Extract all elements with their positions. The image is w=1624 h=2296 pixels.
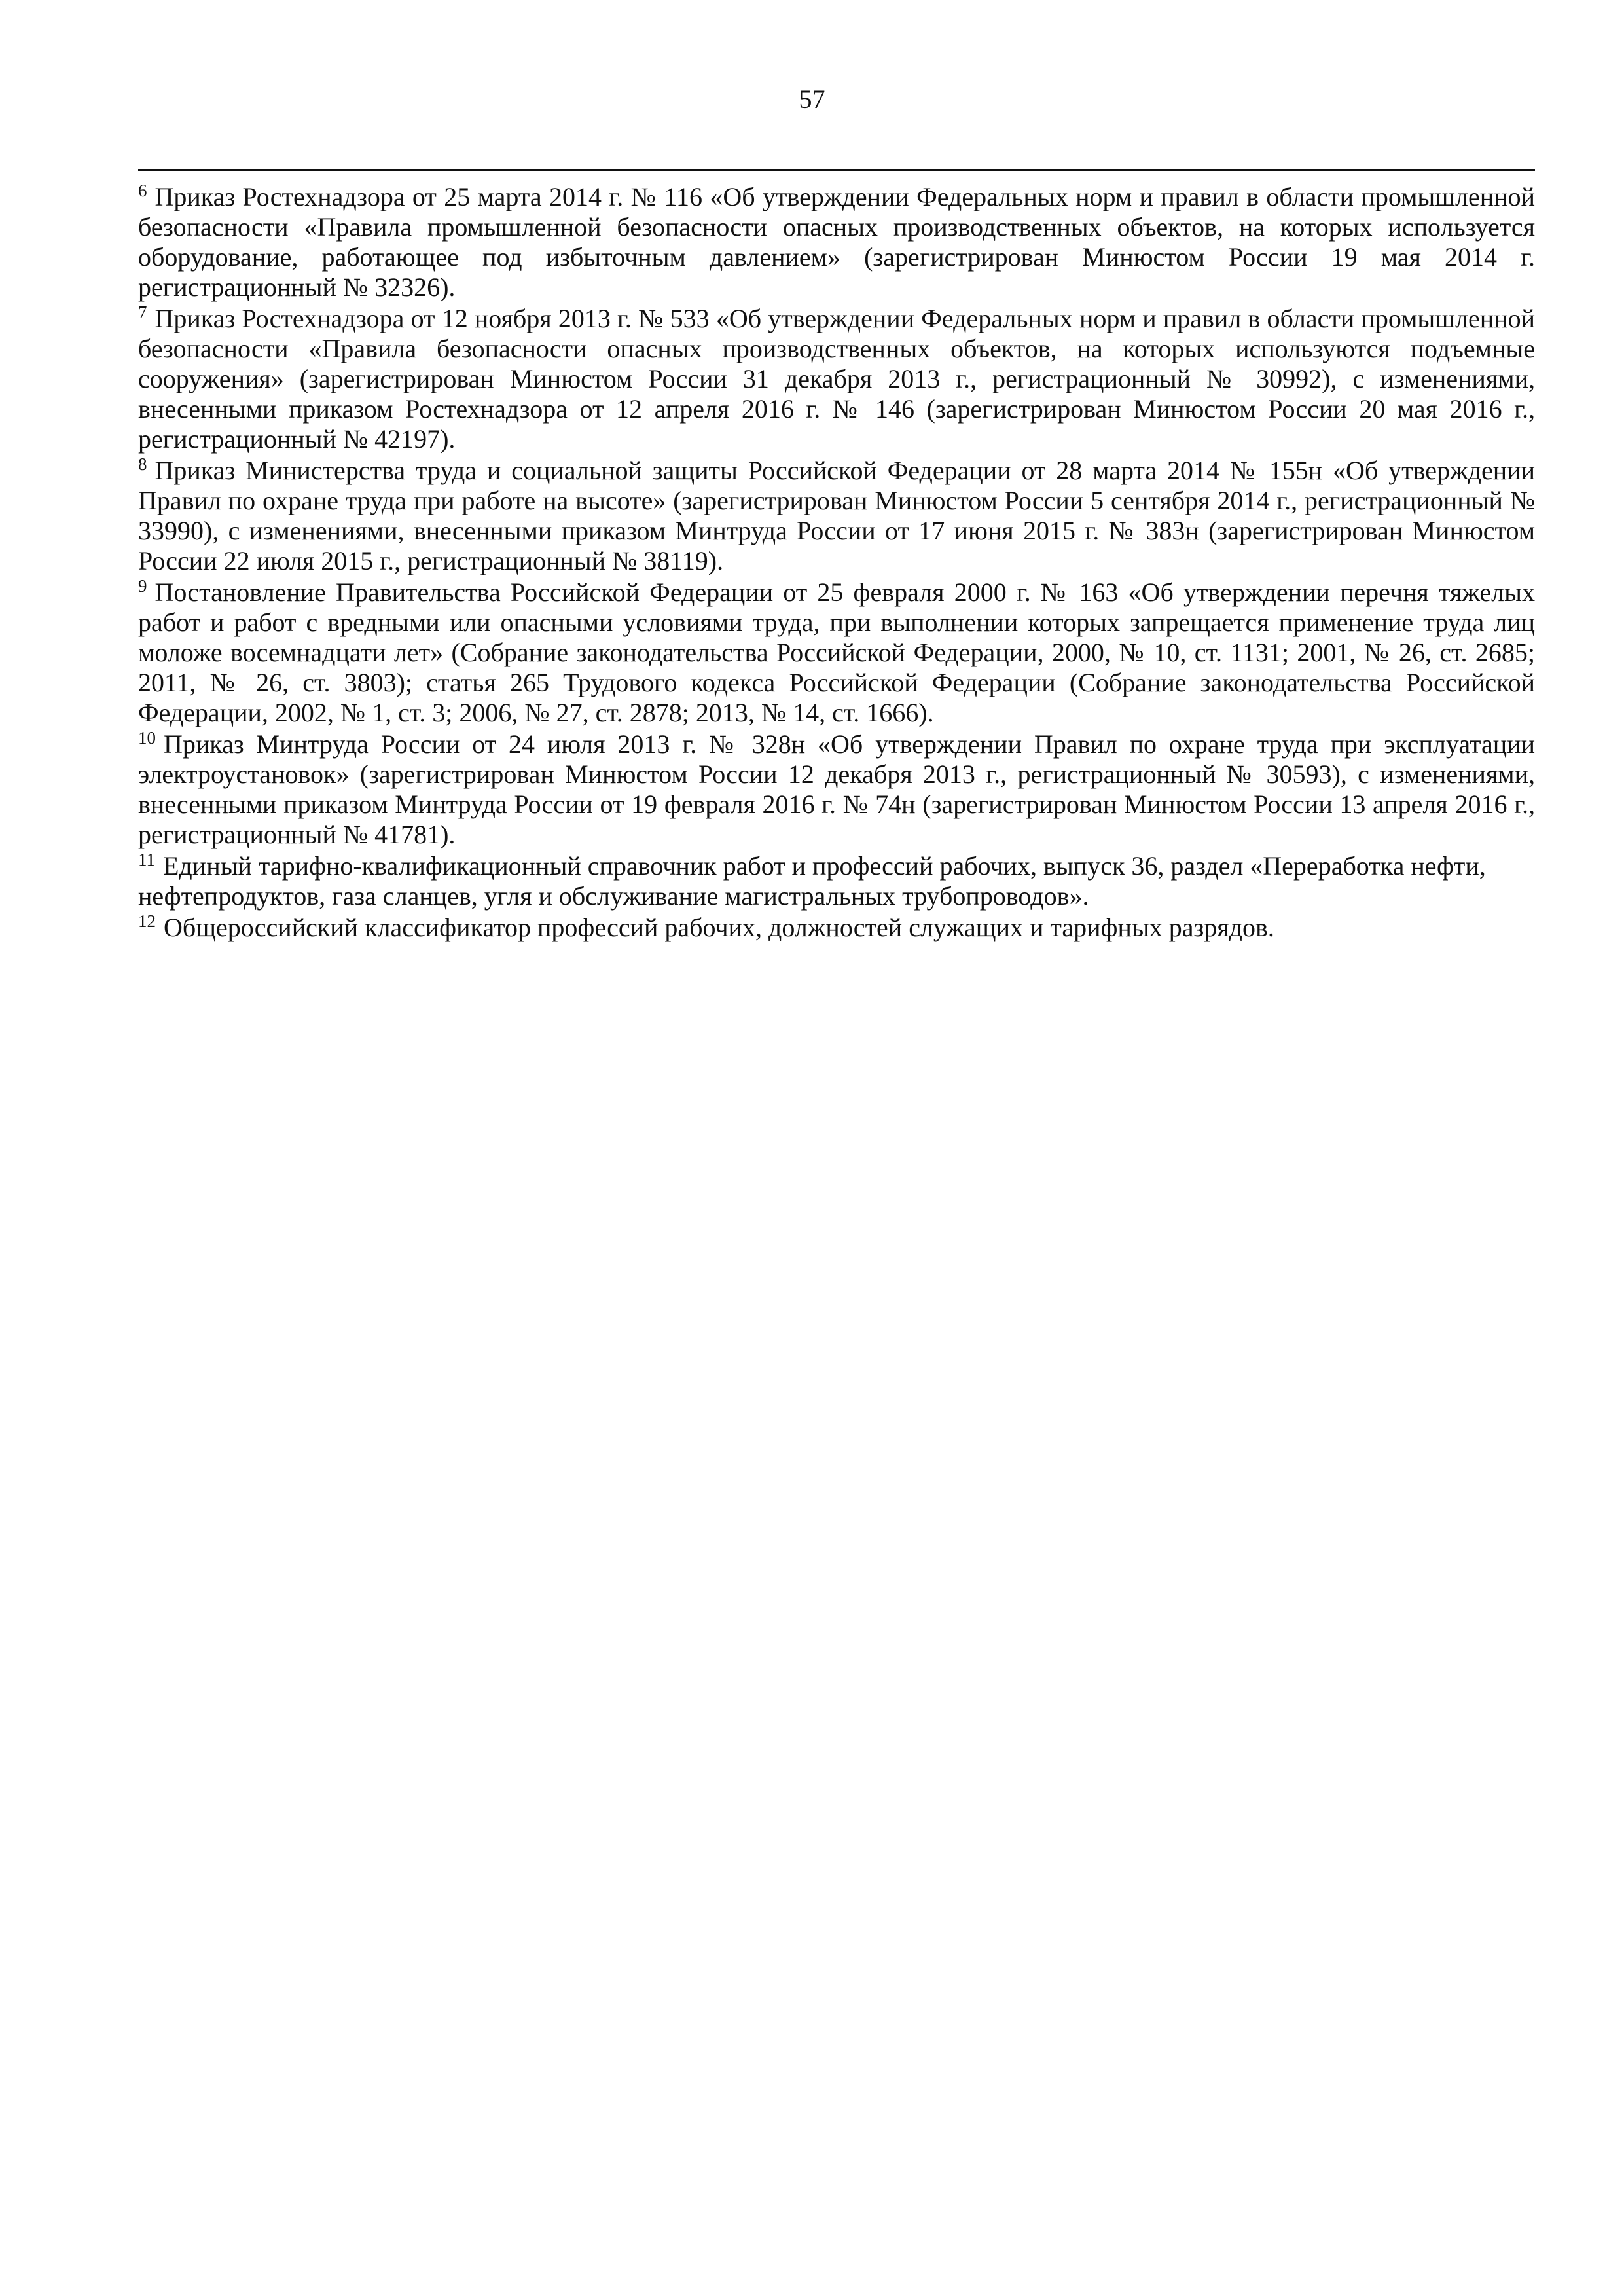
- footnote-6: [138, 182, 1535, 302]
- footnote-separator: [138, 169, 1535, 171]
- footnotes-list: [138, 182, 1535, 944]
- footnote-text: Приказ Ростехнадзора от 25 марта 2014 г. № 116 «Об утверждении Федеральных норм и правил в области промышленной безопасности «Правила промышленной безопасности опасных производственных объектов, на которых используется оборудование, работающее под избыточным давлением» (зарегистрирован Минюстом России 19 мая 2014 г. регистрационный № 32326).: [138, 182, 1535, 302]
- footnote-number: 11: [138, 849, 155, 869]
- footnote-7: [138, 304, 1535, 454]
- footnote-number: 12: [138, 911, 156, 931]
- footnote-number: 8: [138, 454, 147, 474]
- footnote-11: [138, 851, 1535, 911]
- footnote-12: [138, 913, 1535, 943]
- footnote-text: Постановление Правительства Российской Федерации от 25 февраля 2000 г. № 163 «Об утверждении перечня тяжелых работ и работ с вредными или опасными условиями труда, при выполнении которых запрещается применение труда лиц моложе восемнадцати лет» (Собрание законодательства Российской Федерации, 2000, № 10, ст. 1131; 2001, № 26, ст. 2685; 2011, № 26, ст. 3803); статья 265 Трудового кодекса Российской Федерации (Собрание законодательства Российской Федерации, 2002, № 1, ст. 3; 2006, № 27, ст. 2878; 2013, № 14, ст. 1666).: [138, 577, 1535, 727]
- page-number: 57: [799, 84, 825, 114]
- footnote-text: Приказ Ростехнадзора от 12 ноября 2013 г. № 533 «Об утверждении Федеральных норм и правил в области промышленной безопасности «Правила безопасности опасных производственных объектов, на которых используются подъемные сооружения» (зарегистрирован Минюстом России 31 декабря 2013 г., регистрационный № 30992), с изменениями, внесенными приказом Ростехнадзора от 12 апреля 2016 г. № 146 (зарегистрирован Минюстом России 20 мая 2016 г., регистрационный № 42197).: [138, 304, 1535, 454]
- footnote-text: Приказ Министерства труда и социальной защиты Российской Федерации от 28 марта 2014 № 155н «Об утверждении Правил по охране труда при работе на высоте» (зарегистрирован Минюстом России 5 сентября 2014 г., регистрационный № 33990), с изменениями, внесенными приказом Минтруда России от 17 июня 2015 г. № 383н (зарегистрирован Минюстом России 22 июля 2015 г., регистрационный № 38119).: [138, 456, 1535, 575]
- footnote-text: Единый тарифно-квалификационный справочник работ и профессий рабочих, выпуск 36, раздел «Переработка нефти, нефтепродуктов, газа сланцев, угля и обслуживание магистральных трубопроводов».: [138, 851, 1486, 911]
- footnote-text: Приказ Минтруда России от 24 июля 2013 г. № 328н «Об утверждении Правил по охране труда при эксплуатации электроустановок» (зарегистрирован Минюстом России 12 декабря 2013 г., регистрационный № 30593), с изменениями, внесенными приказом Минтруда России от 19 февраля 2016 г. № 74н (зарегистрирован Минюстом России 13 апреля 2016 г., регистрационный № 41781).: [138, 729, 1535, 849]
- footnote-9: [138, 577, 1535, 728]
- footnote-8: [138, 456, 1535, 576]
- footnote-10: [138, 729, 1535, 850]
- footnote-text: Общероссийский классификатор профессий рабочих, должностей служащих и тарифных разрядов.: [164, 913, 1274, 942]
- footnote-number: 9: [138, 575, 147, 596]
- footnote-number: 10: [138, 727, 156, 748]
- footnote-number: 6: [138, 180, 147, 200]
- footnote-number: 7: [138, 302, 147, 322]
